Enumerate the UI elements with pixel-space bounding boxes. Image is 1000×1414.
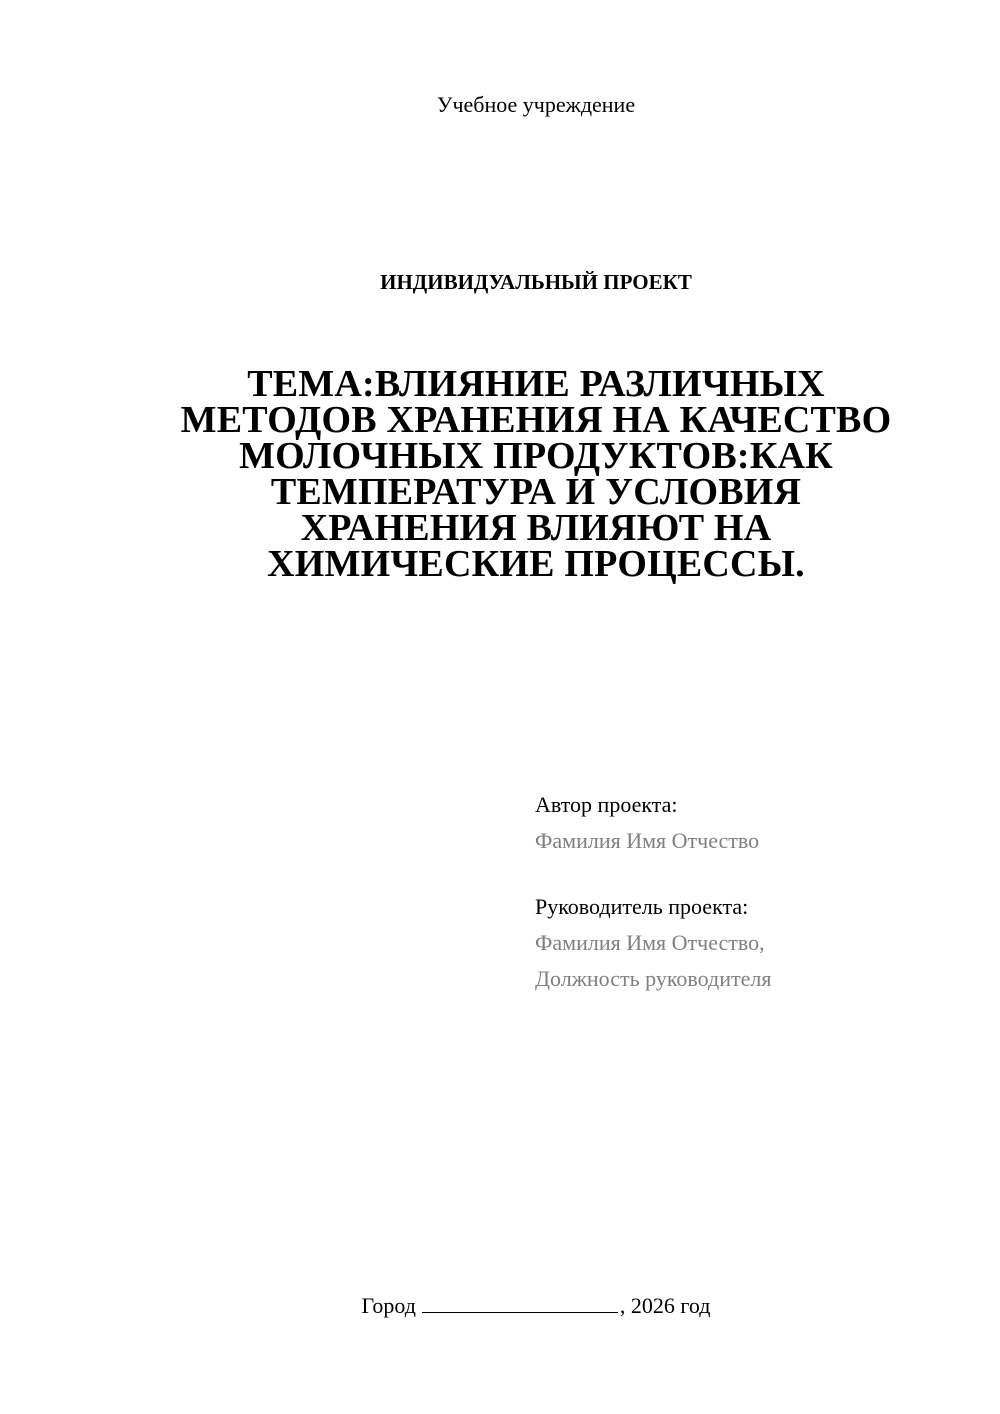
supervisor-position-placeholder: Должность руководителя (535, 966, 772, 991)
supervisor-label: Руководитель проекта: (535, 894, 749, 919)
author-label: Автор проекта: (535, 792, 678, 817)
institution-name: Учебное учреждение (436, 92, 636, 117)
city-year-footer (0, 1290, 1000, 1321)
supervisor-name-placeholder: Фамилия Имя Отчество, (535, 930, 765, 955)
topic-line: МЕТОДОВ ХРАНЕНИЯ НА КАЧЕСТВО (180, 399, 892, 441)
spacer (535, 859, 975, 889)
project-topic (160, 363, 912, 585)
city-label: Город (361, 1293, 416, 1318)
authorship-block (535, 787, 975, 997)
year-text: , 2026 год (619, 1293, 711, 1318)
topic-line: ТЕМПЕРАТУРА И УСЛОВИЯ (270, 471, 802, 513)
topic-line: ХИМИЧЕСКИЕ ПРОЦЕССЫ. (267, 543, 805, 585)
author-name-placeholder: Фамилия Имя Отчество (535, 828, 760, 853)
topic-line: МОЛОЧНЫХ ПРОДУКТОВ:КАК (239, 435, 833, 477)
project-type-heading: ИНДИВИДУАЛЬНЫЙ ПРОЕКТ (380, 270, 692, 294)
topic-line: ТЕМА:ВЛИЯНИЕ РАЗЛИЧНЫХ (247, 363, 825, 405)
city-blank-line (422, 1290, 618, 1313)
topic-line: ХРАНЕНИЯ ВЛИЯЮТ НА (300, 507, 772, 549)
